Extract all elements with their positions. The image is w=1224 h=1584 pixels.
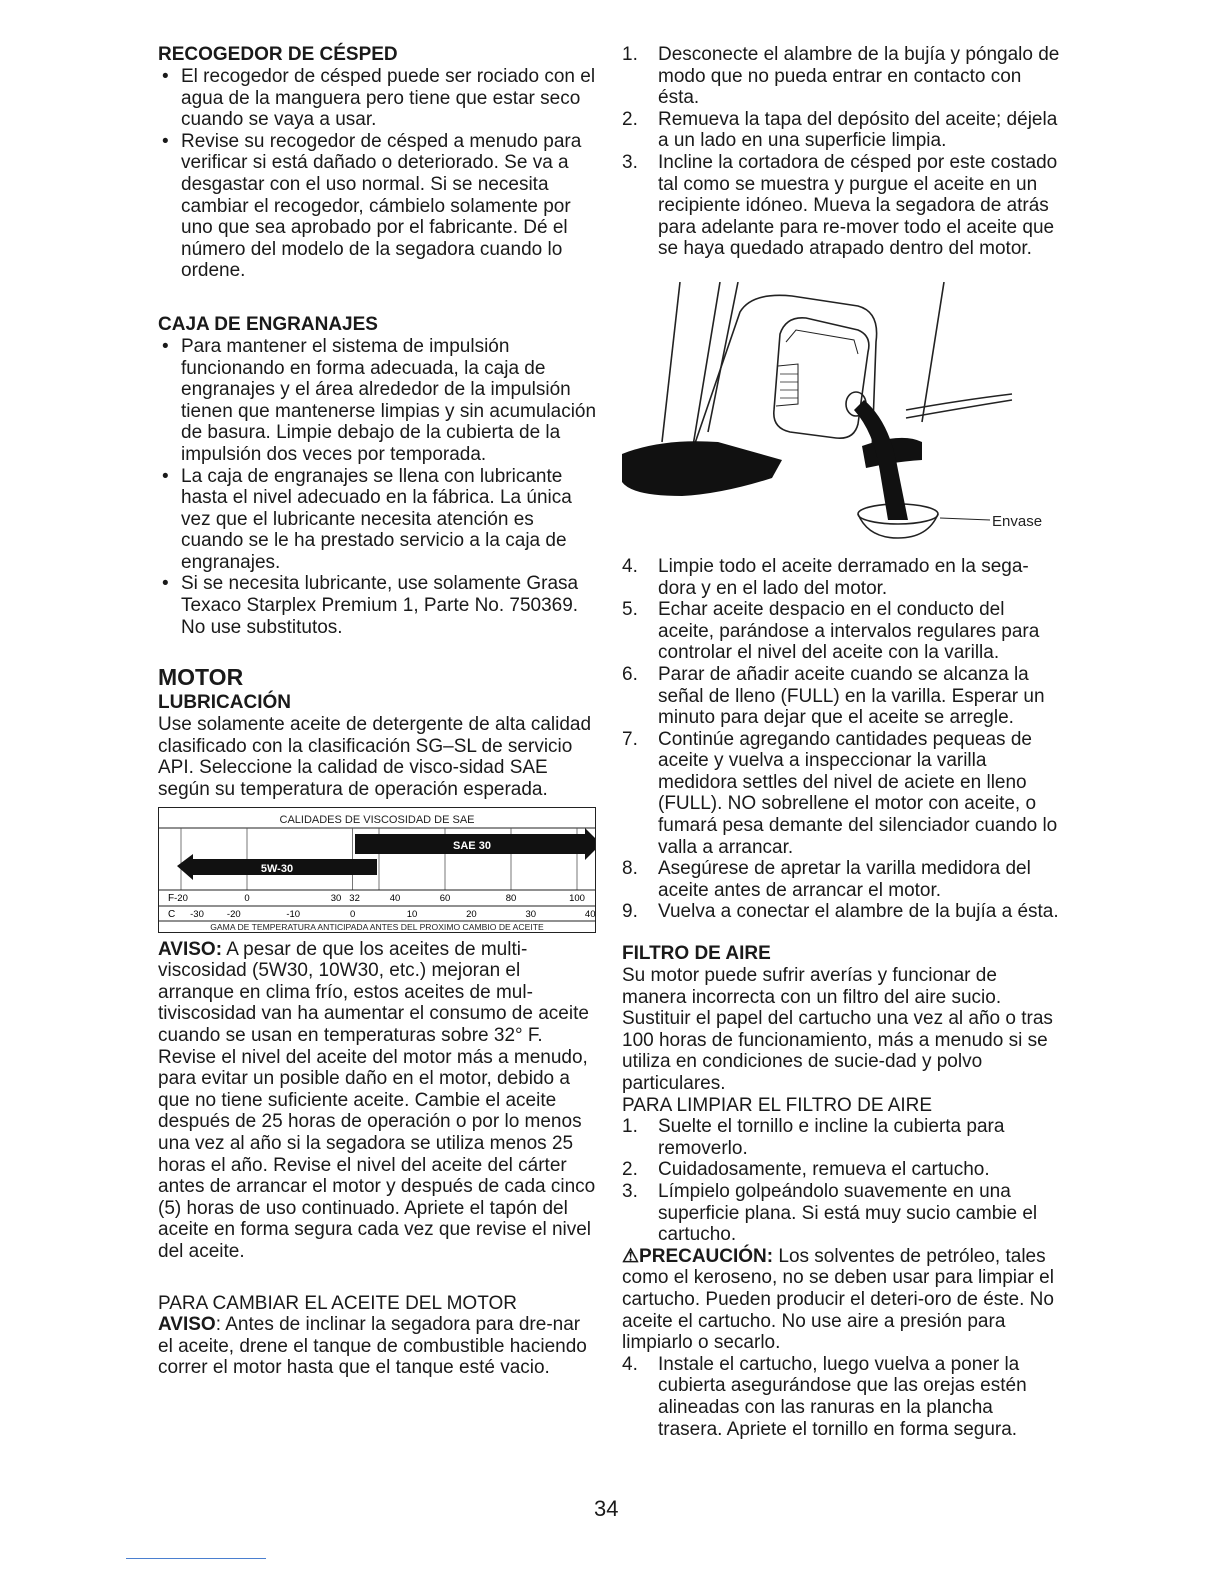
f-tick-label: -20 [174,892,188,904]
aviso2-label: AVISO [158,1314,216,1336]
lubricacion-text: Use solamente aceite de detergente de alta calidad clasificado con la clasificación SG–SL de servicio API. Seleccione la calidad de visco-sidad SAE según su temperatura de operación esperada. [158,714,592,801]
precaucion-paragraph [622,1246,1062,1354]
sae30-label: SAE 30 [453,839,491,852]
list-item: 5. Echar aceite despacio en el conducto del aceite, parándose a intervalos regulares para controlar el nivel del aceite con la varilla. [622,599,1040,664]
section-title-filtro: FILTRO DE AIRE [622,943,771,965]
c-tick-label: -30 [190,908,204,920]
aviso2-text: : Antes de inclinar la segadora para dre-nar el aceite, drene el tanque de combustible haciendo correr el motor hasta que el tanque esté vacio. [158,1314,587,1379]
list-item: 4. Limpie todo el aceite derramado en la sega-dora y en el lado del motor. [622,555,1029,599]
right-column [622,44,1062,1440]
list-item: 8. Asegúrese de apretar la varilla medidora del aceite antes de arrancar el motor. [622,858,1031,901]
f-tick-label: 40 [389,892,401,904]
c-tick-label: 40 [584,908,595,920]
oil-drain-illustration [622,282,1062,550]
left-column [158,44,598,1379]
chart-title: CALIDADES DE VISCOSIDAD DE SAE [279,813,475,826]
list-item: • La caja de engranajes se llena con lubricante hasta el nivel adecuado en la fábrica. La única vez que el lubricante necesita atención es cuando se le ha prestado servicio a la caja de engranajes. [158,466,598,574]
f-axis-label: F [168,892,175,904]
filtro-text: Su motor puede sufrir averías y funcionar de manera incorrecta con un filtro del aire sucio. Sustituir el papel del cartucho una vez al año o tras 100 horas de funcionamiento, más a menudo si se utiliza en condiciones de sucie-dad y polvo particulares. [622,965,1053,1094]
filtro-subtitle: PARA LIMPIAR EL FILTRO DE AIRE [622,1094,933,1116]
chart-arrows [177,828,595,880]
c-axis-label: C [168,908,176,920]
list-item: • Para mantener el sistema de impulsión funcionando en forma adecuada, la caja de engranajes y el área alrededor de la impulsión tienen que mantenerse limpias y sin acumulación de basura. Limpie debajo de la cubierta de la impulsión dos veces por temporada. [158,336,598,466]
c-ticks [190,909,595,920]
recogedor-list [158,66,598,282]
f-tick-label: 30 [330,892,342,904]
list-item: 3. Límpielo golpeándolo suavemente en una superficie plana. Si está muy sucio cambie el cartucho. [622,1180,1038,1246]
f-tick-label: 0 [244,892,250,904]
precaucion-label: PRECAUCIÓN: [639,1245,774,1267]
f-tick-label: 80 [505,892,517,904]
list-item: • El recogedor de césped puede ser rociado con el agua de la manguera pero tiene que estar seco cuando se vaya a usar. [158,66,598,131]
list-item: 3. Incline la cortadora de césped por este costado tal como se muestra y purgue el aceite en un recipiente idóneo. Mueva la segadora de atrás para adelante para re-mover todo el aceite que se haya quedado atrapado dentro del motor. [622,151,1058,260]
precaucion-text: Los solventes de petróleo, tales como el keroseno, no se deben usar para limpiar el cartucho. Pueden producir el deteri-oro de éste. No aceite el cartucho. No use aire a presión para limpiarlo o secarlo. [622,1245,1054,1354]
oil-steps-a [622,44,1062,260]
warning-icon: ⚠ [622,1245,640,1267]
aviso-paragraph [158,939,598,1263]
list-item: 7. Continúe agregando cantidades pequeas de aceite y vuelva a inspeccionar la varilla medidora settles del nivel de aciete en lleno (FULL). NO sobrellene el motor con aceite, o fumará pesa demante del silenciador cuando lo valla a arrancar. [622,728,1058,858]
aviso-label: AVISO: [158,938,223,960]
subsection-title-lubricacion: LUBRICACIÓN [158,692,291,714]
chart-footer: GAMA DE TEMPERATURA ANTICIPADA ANTES DEL PROXIMO CAMBIO DE ACEITE [210,921,544,932]
5w30-label: 5W-30 [260,862,294,875]
filtro-steps [622,1116,1062,1246]
f-tick-label: 60 [439,892,451,904]
cambiar-aviso-paragraph [158,1314,598,1379]
section-title-recogedor: RECOGEDOR DE CÉSPED [158,44,398,65]
figure-label-envase: Envase [992,512,1043,530]
f-tick-label: 32 [349,892,360,904]
oil-steps-b [622,556,1062,923]
viscosity-chart [158,807,596,933]
aviso-text: A pesar de que los aceites de multi-viscosidad (5W30, 10W30, etc.) mejoran el arranque en clima frío, estos aceites de mul-tiviscosidad van ha aumentar el consumo de aceite cuando se usan en temperaturas sobre 32° F. Revise el nivel del aceite del motor más a menudo, para evitar un posible daño en el motor, debido a que no tiene suficiente aceite. Cambie el aceite después de 25 horas de operación o por lo menos una vez al año si la segadora se utiliza menos 25 horas el año. Revise el nivel del aceite del cárter antes de arrancar el motor y después de cada cinco (5) horas de uso continuado. Apriete el tapón del aceite en forma segura cada vez que revise el nivel del aceite. [158,938,596,1262]
c-tick-label: 30 [525,908,537,920]
c-tick-label: -20 [226,908,241,920]
page-number: 34 [594,1496,619,1521]
f-ticks [174,893,585,904]
caja-list [158,336,598,638]
viscosity-chart-svg [159,808,595,932]
section-title-caja: CAJA DE ENGRANAJES [158,313,378,335]
list-item: • Revise su recogedor de césped a menudo para verificar si está dañado o deteriorado. Se va a desgastar con el uso normal. Si se necesita cambiar el recogedor, cámbielo solamente por uno que sea aprobado por el fabricante. Dé el número del modelo de la segadora cuando lo ordene. [158,131,598,282]
list-item: 4. Instale el cartucho, luego vuelva a poner la cubierta asegurándose que las orejas estén alineadas con las ranuras en la plancha trasera. Apriete el tornillo en forma segura. [622,1353,1027,1440]
mower-tilted-illustration [622,282,1062,550]
c-tick-label: 10 [406,908,418,920]
footer-rule [126,1558,266,1559]
list-item: 6. Parar de añadir aceite cuando se alcanza la señal de lleno (FULL) en la varilla. Esperar un minuto para dejar que el aceite se arregle. [622,663,1045,729]
list-item: 2. Remueva la tapa del depósito del aceite; déjela a un lado en una superficie limpia. [622,108,1058,152]
filtro-step-4 [622,1354,1062,1440]
list-item: 1. Desconecte el alambre de la bujía y póngalo de modo que no pueda entrar en contacto con ésta. [622,44,1060,109]
c-tick-label: 20 [466,908,477,920]
cambiar-aceite-title: PARA CAMBIAR EL ACEITE DEL MOTOR [158,1292,517,1314]
f-tick-label: 100 [569,892,585,904]
list-item: 2. Cuidadosamente, remueva el cartucho. [622,1159,990,1181]
c-tick-label: -10 [286,908,301,920]
section-title-motor: MOTOR [158,664,244,691]
list-item: 9. Vuelva a conectar el alambre de la bujía a ésta. [622,901,1059,923]
c-tick-label: 0 [349,908,356,920]
list-item: 1. Suelte el tornillo e incline la cubierta para removerlo. [622,1116,1005,1159]
list-item: • Si se necesita lubricante, use solamente Grasa Texaco Starplex Premium 1, Parte No. 750369. No use substitutos. [158,573,598,638]
